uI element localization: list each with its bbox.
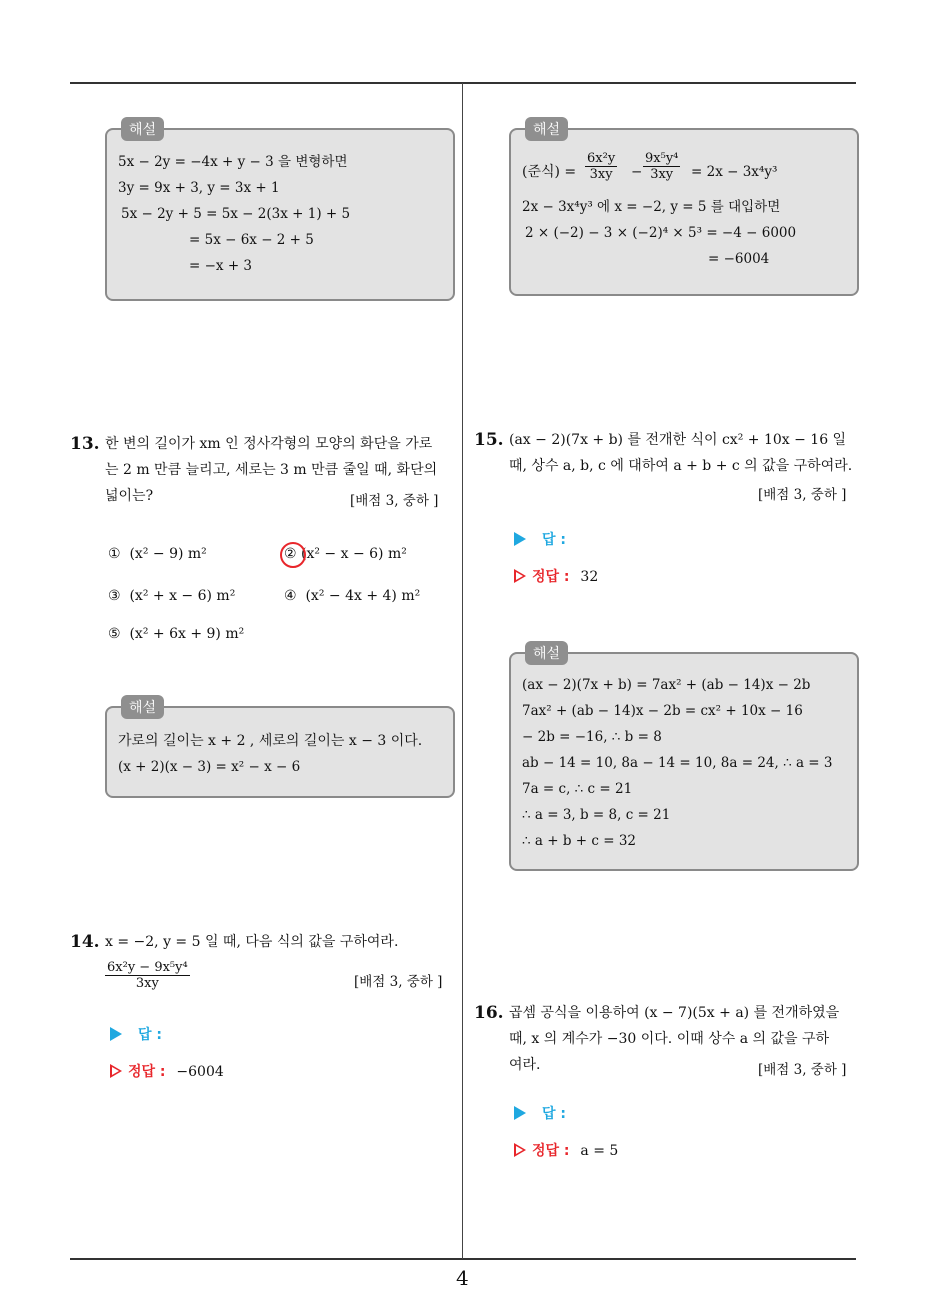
correct-value-16: a = 5 bbox=[580, 1143, 619, 1159]
bottom-rule bbox=[70, 1258, 856, 1260]
hollow-play-icon bbox=[110, 1064, 122, 1078]
correct-value-14: −6004 bbox=[176, 1064, 224, 1080]
question-text-14: x = −2, y = 5 일 때, 다음 식의 값을 구하여라. bbox=[105, 934, 399, 950]
solution-line: ∴ a + b + c = 32 bbox=[522, 833, 636, 849]
solution-box-14 bbox=[509, 122, 859, 296]
option-text: (x² − 4x + 4) m² bbox=[305, 588, 421, 604]
fraction-denominator: 3xy bbox=[650, 167, 674, 182]
answer-row-16 bbox=[514, 1103, 572, 1123]
correct-row-16 bbox=[514, 1140, 618, 1160]
score-label-14: [배점 3, 중하 ] bbox=[354, 974, 443, 990]
answer-label: 답 : bbox=[138, 1027, 162, 1043]
solution-line: ab − 14 = 10, 8a − 14 = 10, 8a = 24, ∴ a = 3 bbox=[522, 755, 833, 771]
solution-line: 5x − 2y = −4x + y − 3 을 변형하면 bbox=[118, 154, 348, 170]
play-icon bbox=[110, 1027, 122, 1041]
solution-expr-suffix: = 2x − 3x⁴y³ bbox=[691, 164, 778, 180]
fraction-denominator: 3xy bbox=[589, 167, 613, 182]
correct-label: 정답 : bbox=[128, 1064, 166, 1080]
question-text-16-line3: 여라. bbox=[509, 1057, 541, 1073]
option-4[interactable] bbox=[284, 588, 420, 604]
question-text-13-line2: 는 2 m 만큼 늘리고, 세로는 3 m 만큼 줄일 때, 화단의 bbox=[105, 462, 438, 478]
solution-fraction-2 bbox=[643, 151, 680, 182]
option-mark: ④ bbox=[284, 588, 297, 604]
correct-row-15 bbox=[514, 566, 598, 586]
fraction-numerator: 9x⁵y⁴ bbox=[645, 151, 679, 166]
solution-line: 3y = 9x + 3, y = 3x + 1 bbox=[118, 180, 280, 196]
question-fraction-14 bbox=[105, 960, 190, 991]
solution-fraction-1 bbox=[585, 151, 617, 182]
correct-row-14 bbox=[110, 1061, 224, 1081]
option-mark: ⑤ bbox=[108, 626, 121, 642]
option-mark: ① bbox=[108, 546, 121, 562]
solution-line: 7ax² + (ab − 14)x − 2b = cx² + 10x − 16 bbox=[522, 703, 803, 719]
score-label-16: [배점 3, 중하 ] bbox=[758, 1062, 847, 1078]
solution-line: 5x − 2y + 5 = 5x − 2(3x + 1) + 5 bbox=[121, 206, 351, 222]
fraction-numerator: 6x²y − 9x⁵y⁴ bbox=[107, 960, 188, 975]
solution-tag: 해설 bbox=[121, 117, 164, 141]
score-label-15: [배점 3, 중하 ] bbox=[758, 487, 847, 503]
option-text: (x² + x − 6) m² bbox=[129, 588, 236, 604]
option-mark: ③ bbox=[108, 588, 121, 604]
question-number-16: 16. bbox=[474, 1003, 504, 1023]
solution-line: − 2b = −16, ∴ b = 8 bbox=[522, 729, 662, 745]
solution-line: = 5x − 6x − 2 + 5 bbox=[189, 232, 314, 248]
answer-row-14 bbox=[110, 1024, 168, 1044]
question-number-14: 14. bbox=[70, 932, 100, 952]
option-mark: ② bbox=[284, 546, 297, 562]
play-icon bbox=[514, 532, 526, 546]
solution-box-12 bbox=[105, 122, 455, 301]
correct-label: 정답 : bbox=[532, 569, 570, 585]
score-label-13: [배점 3, 중하 ] bbox=[350, 493, 439, 509]
answer-label: 답 : bbox=[542, 532, 566, 548]
option-text: (x² + 6x + 9) m² bbox=[129, 626, 245, 642]
option-5[interactable] bbox=[108, 626, 244, 642]
fraction-denominator: 3xy bbox=[135, 976, 159, 991]
selected-answer-circle bbox=[280, 542, 306, 568]
question-text-15-line2: 때, 상수 a, b, c 에 대하여 a + b + c 의 값을 구하여라. bbox=[509, 458, 853, 474]
option-1[interactable] bbox=[108, 546, 207, 562]
question-text-16-line1: 곱셈 공식을 이용하여 (x − 7)(5x + a) 를 전개하였을 bbox=[509, 1005, 840, 1021]
solution-line: (x + 2)(x − 3) = x² − x − 6 bbox=[118, 759, 301, 775]
solution-tag: 해설 bbox=[121, 695, 164, 719]
solution-line: 가로의 길이는 x + 2 , 세로의 길이는 x − 3 이다. bbox=[118, 733, 423, 749]
option-text: (x² − 9) m² bbox=[129, 546, 207, 562]
solution-tag: 해설 bbox=[525, 117, 568, 141]
correct-value-15: 32 bbox=[580, 569, 599, 585]
question-text-16-line2: 때, x 의 계수가 −30 이다. 이때 상수 a 의 값을 구하 bbox=[509, 1031, 830, 1047]
solution-tag: 해설 bbox=[525, 641, 568, 665]
hollow-play-icon bbox=[514, 1143, 526, 1157]
solution-line: = −x + 3 bbox=[189, 258, 253, 274]
correct-label: 정답 : bbox=[532, 1143, 570, 1159]
solution-line: ∴ a = 3, b = 8, c = 21 bbox=[522, 807, 671, 823]
solution-line: (ax − 2)(7x + b) = 7ax² + (ab − 14)x − 2b bbox=[522, 677, 811, 693]
question-text-13-line1: 한 변의 길이가 xm 인 정사각형의 모양의 화단을 가로 bbox=[105, 436, 433, 452]
solution-line: 7a = c, ∴ c = 21 bbox=[522, 781, 633, 797]
solution-minus: − bbox=[631, 164, 643, 180]
answer-label: 답 : bbox=[542, 1106, 566, 1122]
question-number-13: 13. bbox=[70, 434, 100, 454]
fraction-numerator: 6x²y bbox=[587, 151, 616, 166]
solution-box-13 bbox=[105, 700, 455, 798]
hollow-play-icon bbox=[514, 569, 526, 583]
top-rule bbox=[70, 82, 856, 84]
page-number: 4 bbox=[456, 1266, 469, 1290]
answer-row-15 bbox=[514, 529, 572, 549]
play-icon bbox=[514, 1106, 526, 1120]
option-3[interactable] bbox=[108, 588, 235, 604]
question-number-15: 15. bbox=[474, 430, 504, 450]
question-text-15-line1: (ax − 2)(7x + b) 를 전개한 식이 cx² + 10x − 16 일 bbox=[509, 432, 847, 448]
solution-line: = −6004 bbox=[708, 251, 770, 267]
question-text-13-line3: 넓이는? bbox=[105, 488, 154, 504]
solution-expr-prefix: (준식) = bbox=[522, 164, 577, 180]
column-divider bbox=[462, 83, 463, 1259]
solution-box-15 bbox=[509, 646, 859, 871]
solution-line: 2x − 3x⁴y³ 에 x = −2, y = 5 를 대입하면 bbox=[522, 199, 781, 215]
solution-line: 2 × (−2) − 3 × (−2)⁴ × 5³ = −4 − 6000 bbox=[525, 225, 797, 241]
option-text: (x² − x − 6) m² bbox=[301, 546, 407, 562]
